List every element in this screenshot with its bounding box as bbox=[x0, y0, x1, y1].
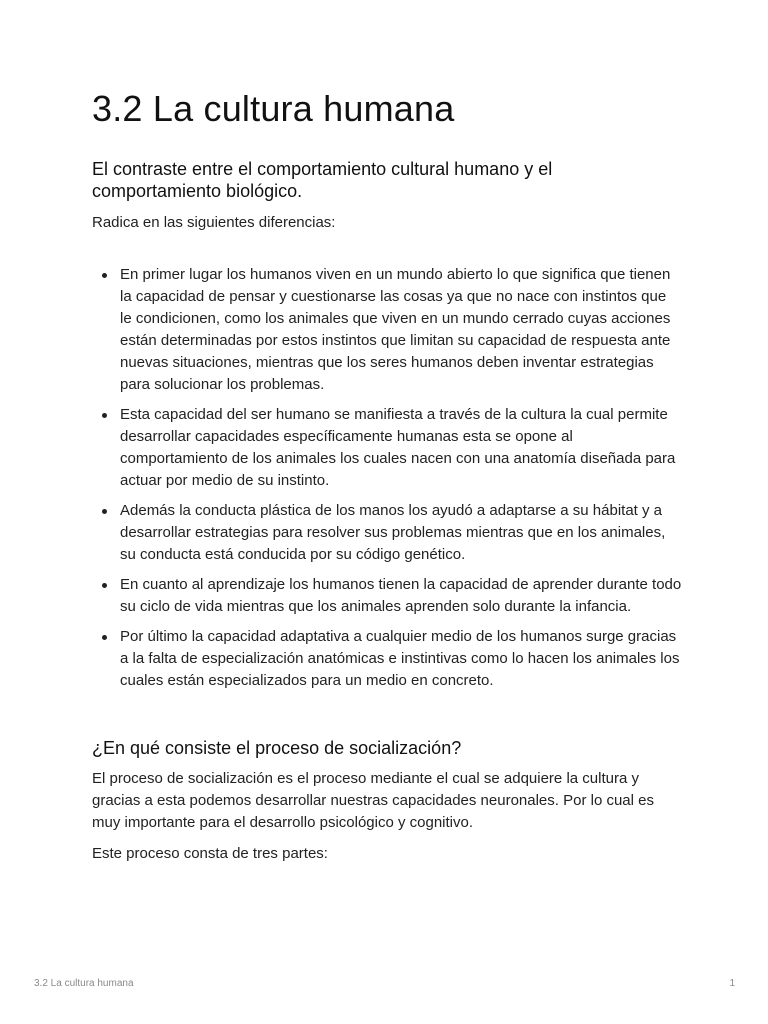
bullet-icon bbox=[102, 413, 107, 418]
page-number: 1 bbox=[729, 978, 735, 989]
bullet-icon bbox=[102, 635, 107, 640]
list-item bbox=[92, 574, 682, 618]
list-item bbox=[92, 500, 682, 566]
socialization-paragraph: El proceso de socialización es el proceso mediante el cual se adquiere la cultura y gracias a esta podemos desarrollar nuestras capacidades neuronales. Por lo cual es muy importante para el desarrollo psicológico y cognitivo. bbox=[92, 770, 654, 831]
footer-title: 3.2 La cultura humana bbox=[34, 978, 134, 989]
bullet-icon bbox=[102, 509, 107, 514]
bullet-icon bbox=[102, 583, 107, 588]
page-footer bbox=[34, 978, 735, 989]
section-heading-contrast: El contraste entre el comportamiento cultural humano y el comportamiento biológico. bbox=[92, 159, 553, 201]
page-content bbox=[92, 86, 682, 865]
page-title: 3.2 La cultura humana bbox=[92, 88, 455, 129]
list-item bbox=[92, 264, 682, 396]
bullet-icon bbox=[102, 273, 107, 278]
process-parts-paragraph: Este proceso consta de tres partes: bbox=[92, 845, 328, 862]
section-heading-socialization: ¿En qué consiste el proceso de socialización? bbox=[92, 738, 462, 758]
list-item-text: En primer lugar los humanos viven en un mundo abierto lo que significa que tienen la capacidad de pensar y cuestionarse las cosas ya que no nace con instintos que le condicionen, como los animales que viven en un mundo cerrado cuyas acciones están determinadas por estos instintos que limitan su capacidad de respuesta ante nuevas situaciones, mientras que los seres humanos deben inventar estrategias para solucionar los problemas. bbox=[120, 266, 671, 393]
differences-list bbox=[92, 264, 682, 692]
list-item-text: Además la conducta plástica de los manos los ayudó a adaptarse a su hábitat y a desarrollar estrategias para resolver sus problemas mientras que en los animales, su conducta está conducida por su código genético. bbox=[120, 502, 666, 563]
list-item-text: En cuanto al aprendizaje los humanos tienen la capacidad de aprender durante todo su ciclo de vida mientras que los animales aprenden solo durante la infancia. bbox=[120, 576, 682, 615]
section-intro: Radica en las siguientes diferencias: bbox=[92, 214, 336, 231]
list-item-text: Por último la capacidad adaptativa a cualquier medio de los humanos surge gracias a la falta de especialización anatómicas e instintivas como lo hacen los animales los cuales están especializados para un medio en concreto. bbox=[120, 628, 680, 689]
list-item bbox=[92, 404, 682, 492]
list-item-text: Esta capacidad del ser humano se manifiesta a través de la cultura la cual permite desarrollar capacidades específicamente humanas esta se opone al comportamiento de los animales los cuales nacen con una anatomía diseñada para actuar por medio de su instinto. bbox=[120, 406, 676, 489]
list-item bbox=[92, 626, 682, 692]
